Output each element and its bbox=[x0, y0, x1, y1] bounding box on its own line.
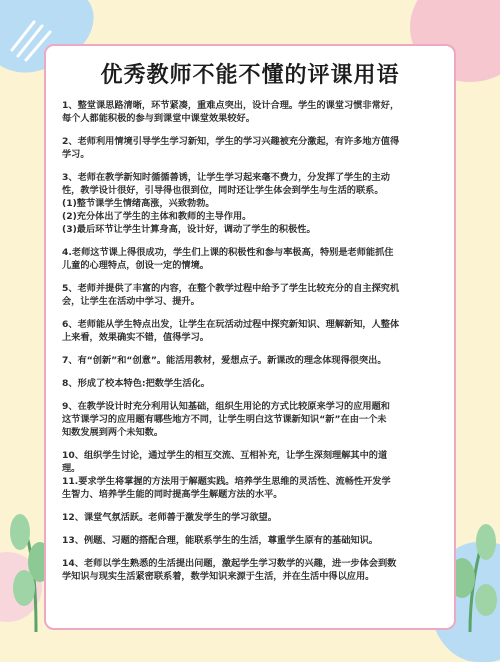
list-item-line: 会，让学生在活动中学习、提升。 bbox=[62, 296, 200, 307]
list-item-line: 6、老师能从学生特点出发，让学生在玩活动过程中探究新知识、理解新知，人整体 bbox=[62, 319, 400, 330]
list-item-line: 上来看，效果确实不错，值得学习。 bbox=[62, 332, 209, 343]
list-item-line: (3)最后环节让学生计算身高，设计好，调动了学生的积极性。 bbox=[62, 224, 316, 235]
list-item-line: 性，教学设计很好，引导得也很到位，同时还让学生体会到学生与生活的联系。 bbox=[62, 185, 384, 196]
list-item bbox=[62, 534, 440, 547]
list-item-line: 10、组织学生讨论，通过学生的相互交流、互相补充，让学生深刻理解其中的道 bbox=[62, 450, 388, 461]
content-card bbox=[44, 44, 456, 630]
list-item-line: 知数发展到两个未知数。 bbox=[62, 427, 164, 438]
list-item-line: 3、老师在教学新知时循循善诱，让学生学习起来毫不费力，分发挥了学生的主动 bbox=[62, 172, 390, 183]
list-item-line: 7、有“创新”和“创意”。能活用教材，爱想点子。新课改的理念体现得很突出。 bbox=[62, 355, 387, 366]
list-item-line: 1、整堂课思路清晰，环节紧凑，重难点突出，设计合理。学生的课堂习惯非常好， bbox=[62, 100, 400, 111]
list-item-line: 儿童的心理特点，创设一定的情境。 bbox=[62, 260, 209, 271]
list-item-line: 这节课学习的应用题有哪些地方不同，让学生明白这节课新知识“新”在由一个未 bbox=[62, 414, 387, 425]
list-item-line: 11.要求学生将掌握的方法用于解题实践。培养学生思维的灵活性、流畅性开发学 bbox=[62, 476, 391, 487]
list-item-line: 13、例题、习题的搭配合理，能联系学生的生活，尊重学生原有的基础知识。 bbox=[62, 535, 378, 546]
list-item bbox=[62, 449, 440, 501]
list-item-line: 2、老师利用情境引导学生学习新知，学生的学习兴趣被充分激起，有许多地方值得 bbox=[62, 136, 400, 147]
list-item bbox=[62, 99, 440, 125]
list-item bbox=[62, 282, 440, 308]
list-item-line: 学知识与现实生活紧密联系着，数学知识来源于生活，并在生活中得以应用。 bbox=[62, 571, 375, 582]
list-item-line: (2)充分体出了学生的主体和教师的主导作用。 bbox=[62, 211, 252, 222]
list-item bbox=[62, 511, 440, 524]
list-item bbox=[62, 354, 440, 367]
list-item bbox=[62, 171, 440, 236]
list-item bbox=[62, 377, 440, 390]
list-item bbox=[62, 400, 440, 439]
list-item bbox=[62, 135, 440, 161]
list-item-line: (1)整节课学生情绪高涨，兴致勃勃。 bbox=[62, 198, 215, 209]
list-item-line: 生智力、培养学生能的同时提高学生解题方法的水平。 bbox=[62, 489, 283, 500]
list-item-line: 学习。 bbox=[62, 149, 90, 160]
list-item-line: 8、形成了校本特色:把数学生活化。 bbox=[62, 378, 210, 389]
list-item bbox=[62, 557, 440, 583]
list-item-line: 每个人都能积极的参与到课堂中课堂效果较好。 bbox=[62, 113, 255, 124]
list-item-line: 12、课堂气氛活跃。老师善于激发学生的学习欲望。 bbox=[62, 512, 277, 523]
comment-list bbox=[46, 89, 454, 583]
page-title: 优秀教师不能不懂的评课用语 bbox=[100, 63, 400, 88]
list-item bbox=[62, 318, 440, 344]
list-item bbox=[62, 246, 440, 272]
list-item-line: 4.老师这节课上得很成功，学生们上课的积极性和参与率极高，特别是老师能抓住 bbox=[62, 247, 394, 258]
list-item-line: 14、老师以学生熟悉的生活提出问题，激起学生学习数学的兴趣，进一步体会到数 bbox=[62, 558, 397, 569]
list-item-line: 理。 bbox=[62, 463, 81, 474]
list-item-line: 5、老师并提供了丰富的内容，在整个教学过程中给予了学生比较充分的自主探究机 bbox=[62, 283, 400, 294]
list-item-line: 9、在教学设计时充分利用认知基础，组织生用论的方式比较原来学习的应用题和 bbox=[62, 401, 390, 412]
